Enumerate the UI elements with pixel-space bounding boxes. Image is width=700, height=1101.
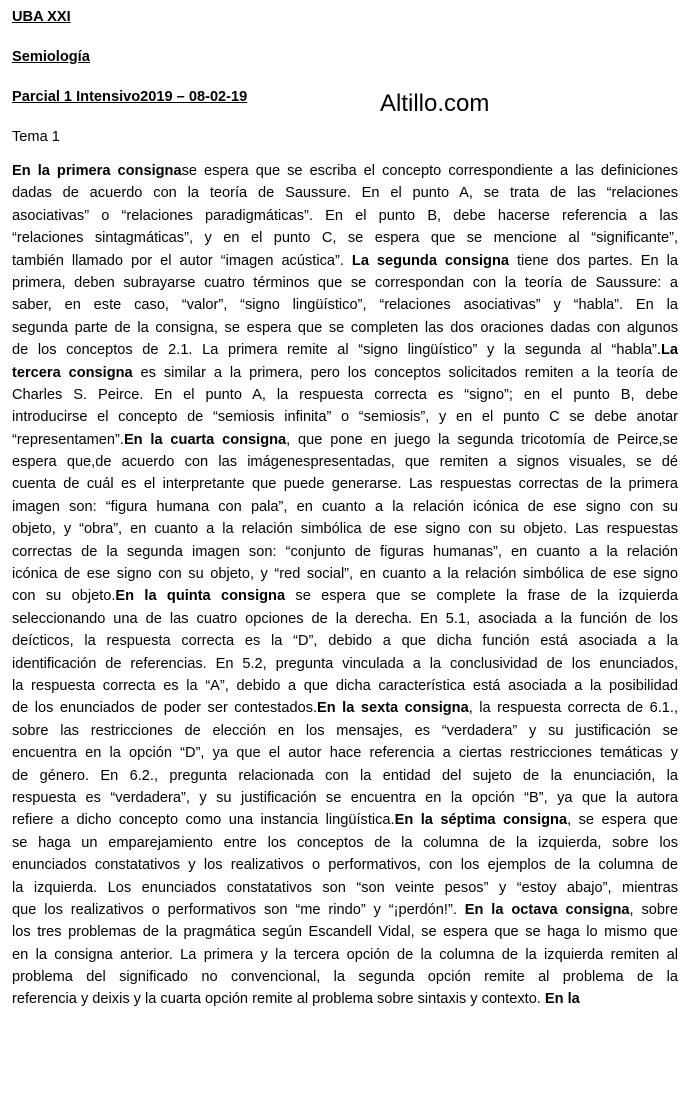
- text-run: en la consigna anterior. La primera y la tercera opción de la columna de la izquierda remiten al: [12, 946, 678, 963]
- bold-run: En la sexta consigna: [317, 700, 469, 717]
- paragraph-line: [12, 630, 678, 652]
- text-run: saber, en este caso, “valor”, “signo lingüístico”, “relaciones asociativas” y “habla”. En la: [12, 297, 678, 314]
- paragraph-line: [12, 384, 678, 406]
- text-run: introducirse el concepto de “semiosis infinita” o “semiosis”, y en el punto C se debe anotar: [12, 409, 678, 426]
- text-run: es similar a la primera, pero los conceptos solicitados remiten a la teoría de: [132, 364, 678, 381]
- text-run: segunda parte de la consigna, se espera que se completen las dos oraciones dadas con algunos: [12, 319, 678, 336]
- text-run: seleccionando una de las cuatro opciones de la derecha. En 5.1, asociada a la función de los: [12, 610, 678, 627]
- text-run: referencia y deixis y la cuarta opción remite al problema sobre sintaxis y contexto.: [12, 991, 545, 1008]
- subject-title: Semiología: [12, 49, 90, 65]
- paragraph-line: [12, 451, 678, 473]
- paragraph-line: [12, 765, 678, 787]
- text-run: también llamado por el autor “imagen acústica”.: [12, 252, 352, 269]
- text-run: la izquierda. Los enunciados constatativos son “son veinte pesos” y “estoy abajo”, mientras: [12, 879, 678, 896]
- text-run: espera que,de acuerdo con las imágenespresentadas, que remiten a signos visuales, se dé: [12, 454, 678, 471]
- text-run: encuentra en la opción “D”, ya que el autor hace referencia a ciertas restricciones temáticas y: [12, 745, 678, 762]
- text-run: icónica de ese signo con su objeto, y “red social”, en cuanto a la relación simbólica de ese signo: [12, 566, 678, 583]
- text-run: asociativas” o “relaciones paradigmáticas”. En el punto B, debe hacerse referencia a las: [12, 207, 678, 224]
- paragraph-line: [12, 294, 678, 316]
- text-run: se espera que se complete la frase de la izquierda: [285, 588, 678, 605]
- paragraph-line: [12, 317, 678, 339]
- paragraph-line: [12, 697, 678, 719]
- bold-run: tercera consigna: [12, 364, 133, 381]
- course-name: UBA XXI: [12, 9, 71, 25]
- paragraph-line: [12, 720, 678, 742]
- bold-run: La: [660, 342, 678, 359]
- text-run: problema del significado no convencional, la segunda opción remite al problema de la: [12, 969, 678, 986]
- paragraph-line: [12, 608, 678, 630]
- paragraph-line: [12, 496, 678, 518]
- text-run: primera, deben subrayarse cuatro términos que se correspondan con la teoría de Saussure: a: [12, 274, 678, 291]
- paragraph-line: [12, 250, 678, 272]
- paragraph-line: [12, 988, 678, 1010]
- text-run: Charles S. Peirce. En el punto A, la respuesta correcta es “signo”; en el punto B, debe: [12, 386, 678, 403]
- paragraph-line: [12, 854, 678, 876]
- text-run: se espera que se escriba el concepto correspondiente a las definiciones: [181, 163, 678, 179]
- bold-run: En la: [544, 991, 580, 1008]
- answer-key-paragraph: [12, 160, 678, 1011]
- text-run: se haga un emparejamiento entre los conceptos de la columna de la izquierda, sobre los: [12, 834, 678, 851]
- paragraph-line: [12, 809, 678, 831]
- text-run: respuesta es “verdadera”, y su justificación se encuentra en la opción “B”, ya que la autora: [12, 789, 678, 806]
- paragraph-line: [12, 742, 678, 764]
- paragraph-line: [12, 362, 678, 384]
- text-run: identificación de referencias. En 5.2, pregunta vinculada a la conclusividad de los enunciados,: [12, 655, 678, 672]
- text-run: , se espera que: [567, 812, 678, 829]
- text-run: de los enunciados de poder ser contestados.: [12, 700, 318, 717]
- paragraph-line: [12, 653, 678, 675]
- text-run: deícticos, la respuesta correcta es la “D”, debido a que dicha función está asociada a la: [12, 633, 678, 650]
- text-run: los tres problemas de la pragmática según Escandell Vidal, se espera que se haga lo mismo que: [12, 924, 678, 941]
- paragraph-line: [12, 160, 678, 182]
- bold-run: En la séptima consigna: [394, 812, 568, 829]
- paragraph-line: [12, 473, 678, 495]
- paragraph-line: [12, 899, 678, 921]
- bold-run: La segunda consigna: [351, 252, 509, 269]
- text-run: imagen son: “figura humana con pala”, en cuanto a la relación icónica de ese signo con su: [12, 498, 678, 515]
- bold-run: En la primera consigna: [12, 163, 182, 179]
- text-run: refiere a dicho concepto como una instancia lingüística.: [12, 812, 395, 829]
- text-run: sobre las restricciones de elección en los mensajes, es “verdadera” y su justificación se: [12, 722, 678, 739]
- text-run: “relaciones sintagmáticas”, y en el punto C, se espera que se mencione al “significante”,: [12, 230, 678, 247]
- paragraph-line: [12, 406, 678, 428]
- text-run: cuenta de cuál es el interpretante que puede generarse. Las respuestas correctas de la primera: [12, 476, 678, 493]
- paragraph-line: [12, 541, 678, 563]
- paragraph-line: [12, 429, 678, 451]
- paragraph-line: [12, 585, 678, 607]
- text-run: enunciados constatativos y los realizativos o performativos, con los ejemplos de la columna de: [12, 857, 678, 874]
- text-run: objeto, y “obra”, en cuanto a la relación simbólica de ese signo con su objeto. Las respuestas: [12, 521, 678, 538]
- exam-title: Parcial 1 Intensivo2019 – 08-02-19: [12, 89, 248, 105]
- paragraph-line: [12, 877, 678, 899]
- paragraph-line: [12, 227, 678, 249]
- paragraph-line: [12, 563, 678, 585]
- paragraph-line: [12, 966, 678, 988]
- text-run: de los conceptos de 2.1. La primera remite al “signo lingüístico” y la segunda al “habla”.: [12, 342, 661, 359]
- paragraph-line: [12, 205, 678, 227]
- paragraph-line: [12, 944, 678, 966]
- paragraph-line: [12, 518, 678, 540]
- bold-run: En la cuarta consigna: [123, 431, 287, 448]
- text-run: , la respuesta correcta de 6.1.,: [468, 700, 679, 717]
- text-run: “representamen”.: [12, 431, 124, 448]
- site-watermark: Altillo.com: [380, 90, 490, 117]
- text-run: correctas de la segunda imagen son: “conjunto de figuras humanas”, en cuanto a la relación: [12, 543, 678, 560]
- paragraph-line: [12, 787, 678, 809]
- paragraph-line: [12, 832, 678, 854]
- paragraph-line: [12, 339, 678, 361]
- text-run: con su objeto.: [12, 588, 116, 605]
- bold-run: En la quinta consigna: [115, 588, 286, 605]
- tema-label: Tema 1: [12, 129, 60, 145]
- bold-run: En la octava consigna: [464, 901, 630, 918]
- text-run: , que pone en juego la segunda tricotomía de Peirce,se: [286, 431, 678, 448]
- text-run: la respuesta correcta es la “A”, debido a que dicha característica está asociada a la posibilidad: [12, 677, 678, 694]
- paragraph-line: [12, 182, 678, 204]
- paragraph-line: [12, 272, 678, 294]
- paragraph-line: [12, 675, 678, 697]
- text-run: , sobre: [629, 901, 678, 918]
- text-run: dadas de acuerdo con la teoría de Saussure. En el punto A, se trata de las “relaciones: [12, 185, 678, 202]
- text-run: tiene dos partes. En la: [509, 252, 678, 269]
- text-run: de género. En 6.2., pregunta relacionada con la entidad del sujeto de la enunciación, la: [12, 767, 678, 784]
- paragraph-line: [12, 921, 678, 943]
- text-run: que los realizativos o performativos son “me rindo” y “¡perdón!”.: [12, 901, 465, 918]
